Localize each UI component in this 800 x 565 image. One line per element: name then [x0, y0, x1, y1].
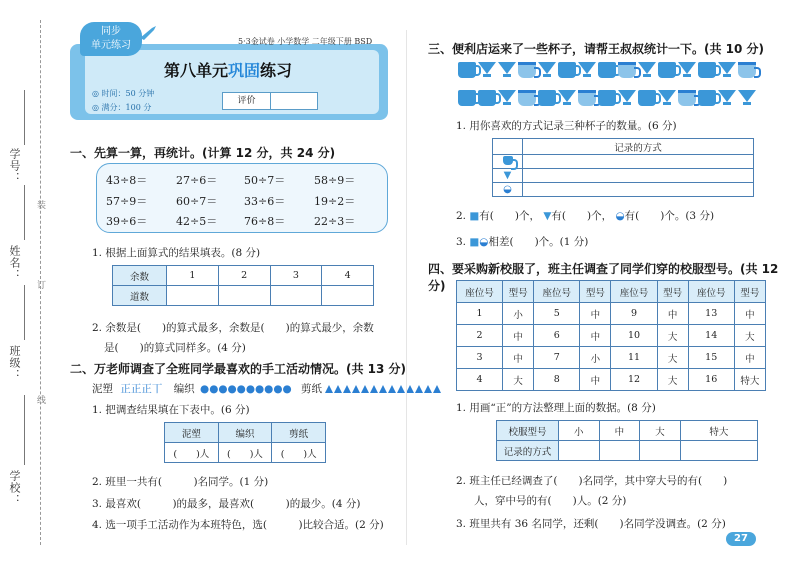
answer-cell[interactable]: [640, 441, 681, 461]
cut-mark: 装: [35, 200, 45, 209]
q-text: 有( )个，: [551, 210, 613, 222]
table-cell: 11: [611, 347, 657, 369]
table-cell: 小: [580, 347, 611, 369]
tally-label: 剪纸: [301, 383, 322, 395]
cup-a-icon: [698, 90, 716, 106]
student-id-label: 学号：: [8, 148, 21, 184]
table-label: 余数: [113, 266, 167, 286]
section1-heading: 一、先算一算，再统计。(计算 12 分，共 24 分): [70, 146, 336, 160]
cup-c-icon: [618, 62, 636, 78]
school-field[interactable]: [24, 395, 25, 465]
equation: 50÷7＝: [244, 174, 286, 187]
answer-cell[interactable]: ( )人: [165, 443, 219, 463]
equation: 19÷2＝: [314, 195, 356, 208]
table-cell: 15: [688, 347, 734, 369]
cup-a-icon: ■: [469, 236, 480, 248]
cup-a-icon: [458, 90, 476, 106]
table-header: 中: [599, 421, 640, 441]
cup-a-icon: [638, 90, 656, 106]
cup-record-table: [492, 138, 754, 197]
table-cell: 中: [580, 325, 611, 347]
table-cell: 7: [534, 347, 580, 369]
table-cell: 4: [322, 266, 374, 286]
table-cell: 中: [734, 347, 765, 369]
cup-b-icon: [658, 90, 676, 106]
tally-label: 泥塑: [92, 383, 113, 395]
table-cell: 小: [503, 303, 534, 325]
tally-row: [92, 381, 442, 396]
table-cell: 10: [611, 325, 657, 347]
q-text: 相差( )个。(1 分): [488, 236, 589, 248]
answer-cell[interactable]: [270, 286, 322, 306]
answer-cell[interactable]: ( )人: [218, 443, 272, 463]
book-info: 5·3金试卷 小学数学 二年级下册 BSD: [238, 37, 373, 46]
answer-cell[interactable]: [523, 169, 754, 183]
cup-a-icon: [538, 90, 556, 106]
s3-question-1: 1. 用你喜欢的方式记录三种杯子的数量。(6 分): [456, 120, 677, 132]
s1-question-1: 1. 根据上面算式的结果填表。(8 分): [92, 247, 261, 259]
title-text: 练习: [260, 61, 293, 80]
cup-b-icon: [718, 90, 736, 106]
answer-cell[interactable]: ( )人: [272, 443, 326, 463]
table-cell: 13: [688, 303, 734, 325]
name-field[interactable]: [24, 185, 25, 240]
badge-line: 同步: [101, 26, 121, 37]
section3-heading: 三、便利店运来了一些杯子，请帮王叔叔统计一下。(共 10 分): [428, 42, 765, 56]
cup-a-icon: [503, 156, 513, 165]
answer-cell[interactable]: [167, 286, 219, 306]
cup-b-icon: ▼: [543, 210, 552, 222]
badge-line: 单元练习: [91, 40, 131, 51]
table-header: 座位号: [611, 281, 657, 303]
s2-question-2: 2. 班里一共有( )名同学。(1 分): [92, 476, 269, 488]
answer-cell[interactable]: [523, 183, 754, 197]
cup-c-icon: [518, 62, 536, 78]
s3-question-3: [456, 234, 588, 249]
table-cell: 8: [534, 369, 580, 391]
answer-cell[interactable]: [559, 441, 600, 461]
cup-a-icon: [658, 62, 676, 78]
cup-b-icon: [738, 90, 756, 106]
s4-question-2-cont: 人，穿中号的有( )人。(2 分): [474, 495, 627, 507]
craft-table: [164, 422, 326, 463]
table-label: 校服型号: [497, 421, 559, 441]
equation: 57÷9＝: [106, 195, 148, 208]
table-header: 记录的方式: [523, 139, 754, 155]
page-divider: [406, 30, 407, 545]
table-cell: 14: [688, 325, 734, 347]
q-text: 有( )个，: [479, 210, 540, 222]
table-cell: 大: [503, 369, 534, 391]
table-header: 型号: [734, 281, 765, 303]
equation: 60÷7＝: [176, 195, 218, 208]
table-cell: 中: [580, 303, 611, 325]
cup-b-icon: [538, 62, 556, 78]
evaluation-box[interactable]: [222, 92, 318, 110]
class-field[interactable]: [24, 285, 25, 340]
cup-icon-cell: [493, 169, 523, 183]
cup-a-icon: [698, 62, 716, 78]
cup-b-icon: [618, 90, 636, 106]
cup-c-icon: [518, 90, 536, 106]
cup-a-icon: [598, 62, 616, 78]
s2-question-1: 1. 把调查结果填在下表中。(6 分): [92, 404, 250, 416]
school-label: 学校：: [8, 470, 21, 506]
cup-b-icon: [578, 62, 596, 78]
uniform-survey-table: [456, 280, 766, 391]
s4-question-3: 3. 班里共有 36 名同学，还剩( )名同学没调查。(2 分): [456, 518, 726, 530]
s2-question-4: 4. 选一项手工活动作为本班特色，选( )比较合适。(2 分): [92, 519, 384, 531]
table-cell: 中: [657, 303, 688, 325]
table-cell: 3: [270, 266, 322, 286]
equation: 58÷9＝: [314, 174, 356, 187]
table-label: 道数: [113, 286, 167, 306]
table-header: 型号: [503, 281, 534, 303]
name-label: 姓名：: [8, 245, 21, 281]
table-cell: 中: [734, 303, 765, 325]
table-cell: 5: [534, 303, 580, 325]
table-cell: 大: [657, 369, 688, 391]
cup-a-icon: [478, 90, 496, 106]
cup-c-icon: ◒: [503, 184, 512, 195]
table-cell: 2: [457, 325, 503, 347]
table-cell: 9: [611, 303, 657, 325]
cup-c-icon: ◒: [479, 236, 489, 248]
cup-b-icon: [718, 62, 736, 78]
weave-marks: ●●●●●●●●●●: [200, 383, 292, 395]
s3-question-2: [456, 208, 714, 223]
table-corner: [493, 139, 523, 155]
cup-c-icon: [578, 90, 596, 106]
table-cell: 2: [218, 266, 270, 286]
time-info: ◎ 时间：50 分钟: [92, 89, 155, 98]
table-cell: 中: [503, 325, 534, 347]
cup-icon-cell: [493, 183, 523, 197]
score-info: ◎ 满分：100 分: [92, 103, 152, 112]
class-label: 班级：: [8, 345, 21, 381]
table-cell: 16: [688, 369, 734, 391]
answer-cell[interactable]: [218, 286, 270, 306]
table-cell: 特大: [734, 369, 765, 391]
equation: 39÷6＝: [106, 215, 148, 228]
rocket-icon: [138, 24, 158, 40]
s1-question-2: 2. 余数是( )的算式最多，余数是( )的算式最少，余数: [92, 322, 374, 334]
table-cell: 中: [580, 369, 611, 391]
equation: 42÷5＝: [176, 215, 218, 228]
s4-question-2: 2. 班主任已经调查了( )名同学，其中穿大号的有( ): [456, 475, 728, 487]
table-cell: 大: [657, 347, 688, 369]
tally-label: 编织: [173, 383, 195, 395]
cup-a-icon: [598, 90, 616, 106]
cup-a-icon: [458, 62, 476, 78]
tally-marks: 正正正丅: [120, 383, 163, 395]
q-text: 有( )个。(3 分): [624, 210, 715, 222]
q-number: 2.: [456, 210, 467, 222]
table-cell: 大: [734, 325, 765, 347]
table-cell: 大: [657, 325, 688, 347]
s2-question-3: 3. 最喜欢( )的最多，最喜欢( )的最少。(4 分): [92, 498, 361, 510]
equation: 22÷3＝: [314, 215, 356, 228]
cup-b-icon: [478, 62, 496, 78]
cup-c-icon: [738, 62, 756, 78]
table-cell: 6: [534, 325, 580, 347]
table-cell: 12: [611, 369, 657, 391]
cut-mark: 线: [35, 395, 45, 404]
equation: 43÷8＝: [106, 174, 148, 187]
student-id-field[interactable]: [24, 90, 25, 145]
page-title: [164, 58, 292, 81]
q-number: 3.: [456, 236, 467, 248]
cup-c-icon: ◒: [615, 210, 625, 222]
cup-b-icon: [498, 90, 516, 106]
answer-cell[interactable]: [322, 286, 374, 306]
table-header: 剪纸: [272, 423, 326, 443]
title-highlight: 巩固: [228, 61, 261, 80]
answer-cell[interactable]: [523, 155, 754, 169]
table-header: 小: [559, 421, 600, 441]
s1-question-2-cont: 是( )的算式同样多。(4 分): [104, 342, 246, 354]
cup-b-icon: [498, 62, 516, 78]
uniform-tally-table: [496, 420, 758, 461]
answer-cell[interactable]: [599, 441, 640, 461]
cut-mark: 订: [35, 280, 45, 289]
cup-b-icon: [558, 90, 576, 106]
table-header: 型号: [657, 281, 688, 303]
equation: 27÷6＝: [176, 174, 218, 187]
table-cell: 1: [167, 266, 219, 286]
triangle-marks: [325, 383, 442, 395]
unit-badge: [80, 22, 142, 56]
cup-c-icon: [678, 90, 696, 106]
s4-question-1: 1. 用画“正”的方法整理上面的数据。(8 分): [456, 402, 656, 414]
cup-b-icon: [638, 62, 656, 78]
cup-a-icon: [558, 62, 576, 78]
cup-icon-cell: [493, 155, 523, 169]
remainder-table: [112, 265, 374, 306]
evaluation-label: 评价: [223, 93, 271, 109]
cup-b-icon: [678, 62, 696, 78]
table-header: 座位号: [457, 281, 503, 303]
equation: 76÷8＝: [244, 215, 286, 228]
table-label: 记录的方式: [497, 441, 559, 461]
page-number: 27: [726, 532, 756, 546]
section2-heading: 二、万老师调查了全班同学最喜欢的手工活动情况。(共 13 分): [70, 362, 407, 376]
table-cell: 3: [457, 347, 503, 369]
table-cell: 4: [457, 369, 503, 391]
table-header: 特大: [680, 421, 757, 441]
table-header: 大: [640, 421, 681, 441]
table-header: 型号: [580, 281, 611, 303]
answer-cell[interactable]: [680, 441, 757, 461]
table-cell: 1: [457, 303, 503, 325]
section4-heading: 四、要采购新校服了，班主任调查了同学们穿的校服型号。(共 12 分): [428, 262, 779, 293]
table-header: 编织: [218, 423, 272, 443]
table-cell: 中: [503, 347, 534, 369]
title-text: 第八单元: [164, 61, 229, 80]
table-header: 泥塑: [165, 423, 219, 443]
cup-b-icon: ▼: [503, 170, 512, 181]
table-header: 座位号: [688, 281, 734, 303]
equation: 33÷6＝: [244, 195, 286, 208]
table-header: 座位号: [534, 281, 580, 303]
cup-a-icon: ■: [469, 210, 480, 222]
